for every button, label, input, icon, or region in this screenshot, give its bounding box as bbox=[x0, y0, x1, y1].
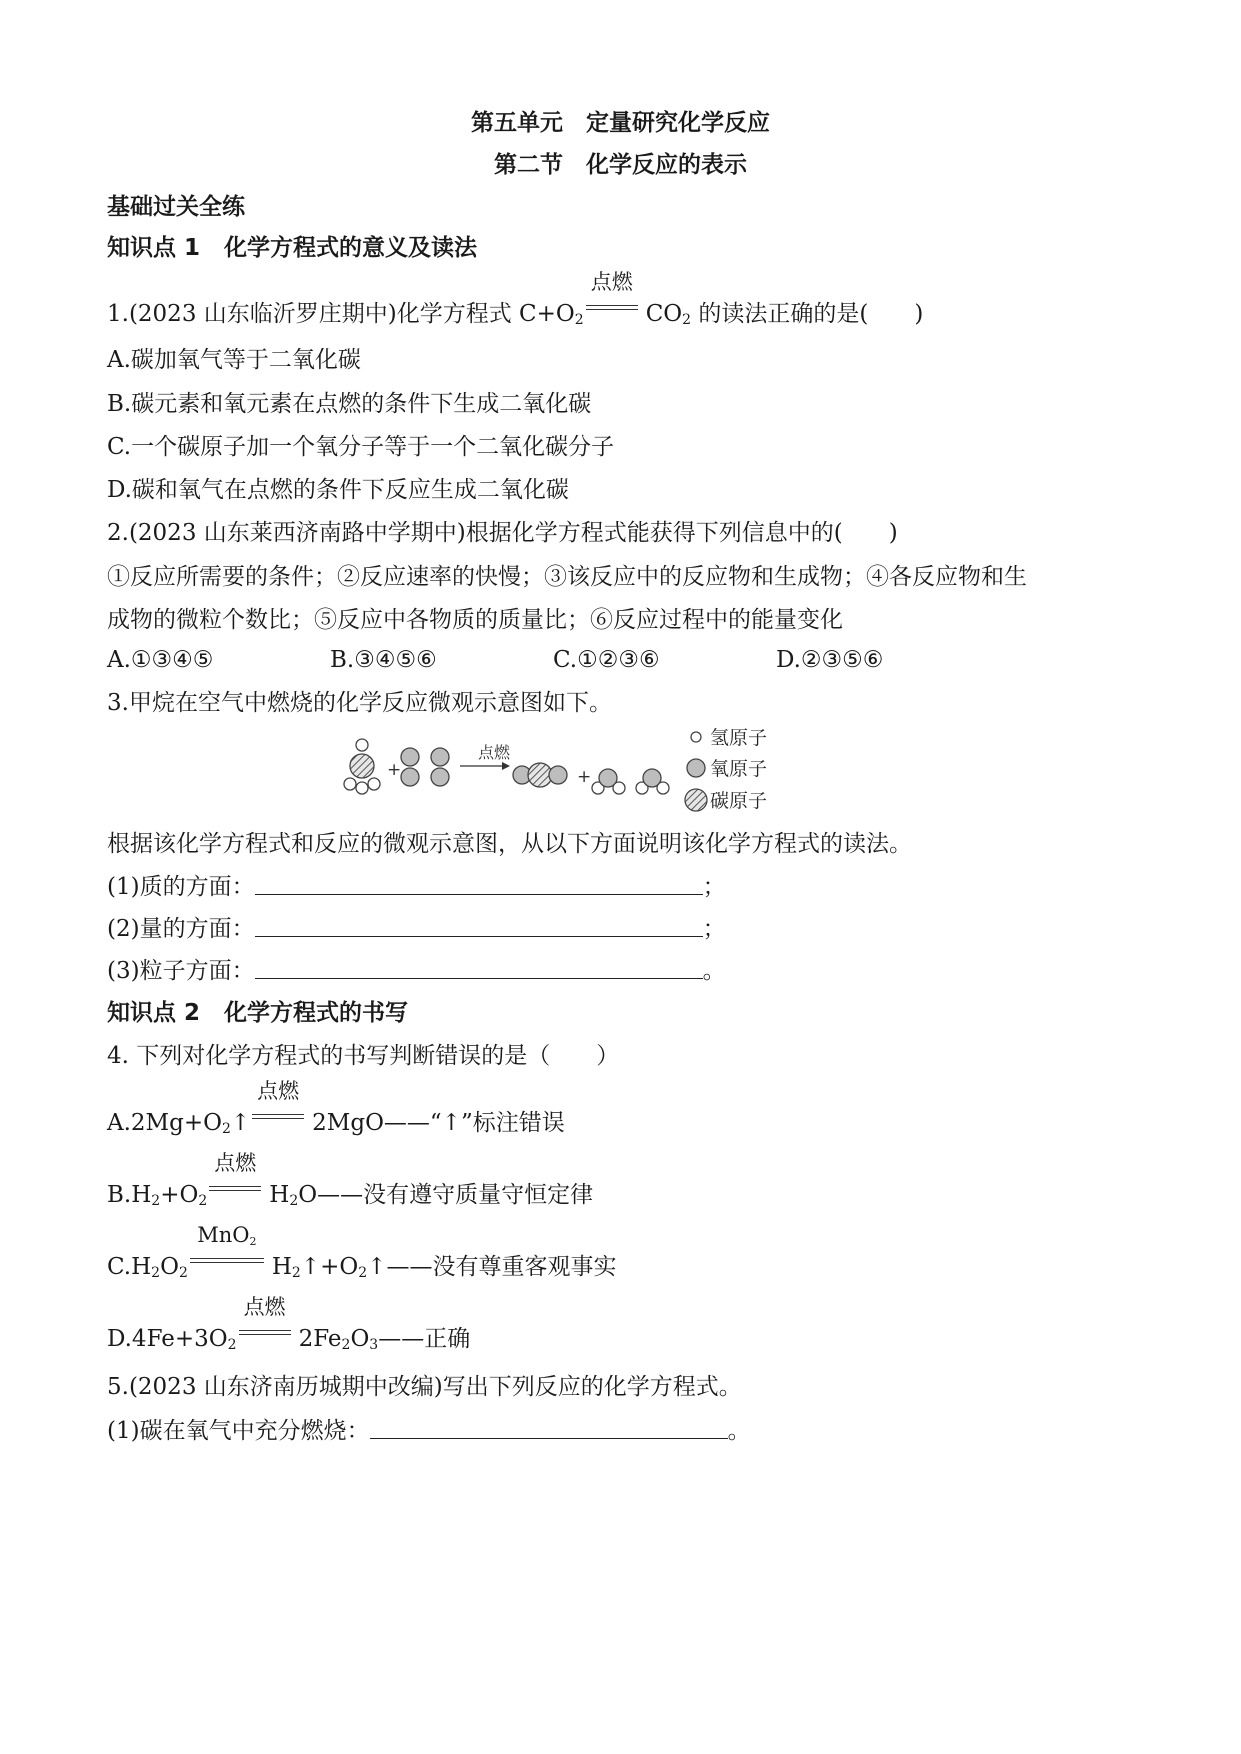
legend-oxygen: 氧原子 bbox=[710, 758, 768, 780]
q4-c-catalyst-sub: 2 bbox=[249, 1235, 257, 1248]
q4-c-sub-1: 2 bbox=[151, 1265, 161, 1281]
q4-c-product-h: H bbox=[271, 1254, 292, 1280]
q3-part-1-end: ； bbox=[702, 874, 726, 900]
q4-b-product-h: H bbox=[269, 1182, 290, 1208]
q4-option-c[interactable] bbox=[107, 1223, 617, 1282]
q4-b-sub-2: 2 bbox=[198, 1193, 208, 1209]
q3-part-2-end: ； bbox=[702, 916, 726, 942]
q1-option-a[interactable]: A.碳加氧气等于二氧化碳 bbox=[107, 347, 361, 373]
q4-b-tail: O——没有遵守质量守恒定律 bbox=[298, 1182, 594, 1208]
q3-stem: 3.甲烷在空气中燃烧的化学反应微观示意图如下。 bbox=[107, 690, 612, 716]
q2-option-a[interactable]: A.①③④⑤ bbox=[107, 647, 214, 673]
unit-title: 第五单元 定量研究化学反应 bbox=[471, 110, 770, 136]
q3-part-2 bbox=[107, 914, 726, 944]
diagram-legend bbox=[685, 727, 767, 812]
q4-c-equals-sign bbox=[190, 1223, 264, 1282]
plus-sign-1: + bbox=[387, 760, 402, 780]
q5-part-1-label: (1)碳在氧气中充分燃烧： bbox=[107, 1418, 370, 1444]
q4-option-a[interactable] bbox=[107, 1079, 565, 1138]
q4-c-catalyst: MnO bbox=[197, 1223, 250, 1247]
q1-reactants: 1.(2023 山东临沂罗庄期中)化学方程式 C+O bbox=[107, 301, 575, 327]
q4-b-equals-sign bbox=[209, 1151, 261, 1210]
q3-part-2-answer-blank[interactable] bbox=[255, 914, 703, 937]
q2-option-d[interactable]: D.②③⑤⑥ bbox=[776, 647, 884, 673]
q5-part-1-end: 。 bbox=[727, 1418, 751, 1444]
q4-a-up-arrow: ↑ bbox=[230, 1110, 251, 1136]
water-molecules bbox=[592, 769, 669, 794]
q4-c-product-o: ↑+O bbox=[300, 1254, 359, 1280]
q1-option-c[interactable]: C.一个碳原子加一个氧分子等于一个二氧化碳分子 bbox=[107, 434, 615, 460]
q4-a-tail: 2MgO——“↑”标注错误 bbox=[312, 1110, 565, 1136]
q1-question: 的读法正确的是( ) bbox=[691, 301, 924, 327]
q1-product: CO bbox=[645, 301, 683, 327]
q4-c-product-sub-2: 2 bbox=[358, 1265, 368, 1281]
legend-hydrogen: 氢原子 bbox=[710, 727, 768, 749]
q1-option-b[interactable]: B.碳元素和氧元素在点燃的条件下生成二氧化碳 bbox=[107, 391, 592, 417]
q3-part-1-answer-blank[interactable] bbox=[255, 872, 703, 895]
q2-info-line-2: 成物的微粒个数比；⑤反应中各物质的质量比；⑥反应过程中的能量变化 bbox=[107, 607, 843, 633]
kp1-title: 化学方程式的意义及读法 bbox=[224, 235, 478, 261]
q5-part-1-answer-blank[interactable] bbox=[370, 1416, 728, 1439]
q4-c-product-sub-1: 2 bbox=[291, 1265, 301, 1281]
q4-option-d[interactable] bbox=[107, 1295, 471, 1354]
q4-c-o: O bbox=[160, 1254, 179, 1280]
q4-d-product-sub-2: 3 bbox=[369, 1337, 379, 1353]
q4-b-product-sub: 2 bbox=[289, 1193, 299, 1209]
q4-d-tail: ——正确 bbox=[378, 1326, 471, 1352]
practice-title: 基础过关全练 bbox=[107, 194, 245, 220]
q2-option-b[interactable]: B.③④⑤⑥ bbox=[330, 647, 437, 673]
knowledge-point-2 bbox=[107, 998, 408, 1028]
q4-b-condition: 点燃 bbox=[214, 1151, 257, 1175]
q3-instruction: 根据该化学方程式和反应的微观示意图，从以下方面说明该化学方程式的读法。 bbox=[107, 831, 912, 857]
oxygen-molecules bbox=[401, 748, 449, 786]
q2-option-c[interactable]: C.①②③⑥ bbox=[553, 647, 660, 673]
q5-part-1 bbox=[107, 1416, 751, 1446]
q4-b-h: B.H bbox=[107, 1182, 152, 1208]
q4-c-sub-2: 2 bbox=[178, 1265, 188, 1281]
kp1-label: 知识点 1 bbox=[107, 235, 201, 261]
q4-d-reactants: D.4Fe+3O bbox=[107, 1326, 228, 1352]
q4-a-sub: 2 bbox=[221, 1121, 231, 1137]
section-title: 第二节 化学反应的表示 bbox=[494, 152, 747, 178]
q3-part-2-label: (2)量的方面： bbox=[107, 916, 255, 942]
legend-carbon: 碳原子 bbox=[710, 790, 768, 812]
q1-product-subscript: 2 bbox=[682, 312, 692, 328]
q4-d-product-sub-1: 2 bbox=[341, 1337, 351, 1353]
q4-b-sub-1: 2 bbox=[151, 1193, 161, 1209]
q4-d-product-o: O bbox=[350, 1326, 370, 1352]
q1-stem bbox=[107, 270, 924, 329]
q3-part-1 bbox=[107, 872, 726, 902]
knowledge-point-1 bbox=[107, 233, 477, 263]
carbon-dioxide-molecule bbox=[513, 763, 567, 787]
kp2-title: 化学方程式的书写 bbox=[224, 1000, 409, 1026]
q4-a-condition: 点燃 bbox=[257, 1079, 300, 1103]
q4-a-reactants: A.2Mg+O bbox=[107, 1110, 222, 1136]
methane-combustion-diagram bbox=[330, 718, 790, 818]
q5-stem: 5.(2023 山东济南历城期中改编)写出下列反应的化学方程式。 bbox=[107, 1374, 742, 1400]
q4-c-tail: ↑——没有尊重客观事实 bbox=[367, 1254, 617, 1280]
q3-part-3 bbox=[107, 956, 726, 986]
q3-part-3-label: (3)粒子方面： bbox=[107, 958, 255, 984]
q4-b-o: +O bbox=[160, 1182, 199, 1208]
q4-d-condition: 点燃 bbox=[243, 1295, 286, 1319]
reaction-arrow bbox=[460, 762, 510, 770]
q3-part-3-end: 。 bbox=[702, 958, 726, 984]
q4-d-equals-sign bbox=[239, 1295, 291, 1354]
q2-stem: 2.(2023 山东莱西济南路中学期中)根据化学方程式能获得下列信息中的( ) bbox=[107, 520, 898, 546]
q4-c-condition bbox=[190, 1220, 264, 1250]
q4-a-equals-sign bbox=[252, 1079, 304, 1138]
kp2-label: 知识点 2 bbox=[107, 1000, 201, 1026]
q2-info-line-1: ①反应所需要的条件；②反应速率的快慢；③该反应中的反应物和生成物；④各反应物和生 bbox=[107, 564, 1027, 590]
reaction-arrow-label: 点燃 bbox=[478, 743, 511, 762]
q4-stem: 4. 下列对化学方程式的书写判断错误的是（ ） bbox=[107, 1043, 620, 1069]
plus-sign-2: + bbox=[577, 767, 592, 787]
q4-c-h: C.H bbox=[107, 1254, 152, 1280]
q1-condition: 点燃 bbox=[590, 270, 633, 294]
q1-equals-sign bbox=[586, 270, 638, 329]
q4-d-product-fe: 2Fe bbox=[298, 1326, 342, 1352]
q4-option-b[interactable] bbox=[107, 1151, 594, 1210]
q1-option-d[interactable]: D.碳和氧气在点燃的条件下反应生成二氧化碳 bbox=[107, 477, 569, 503]
q3-part-3-answer-blank[interactable] bbox=[255, 956, 703, 979]
methane-molecule bbox=[344, 739, 380, 794]
q3-part-1-label: (1)质的方面： bbox=[107, 874, 255, 900]
q4-d-sub: 2 bbox=[227, 1337, 237, 1353]
q1-o2-subscript: 2 bbox=[574, 312, 584, 328]
